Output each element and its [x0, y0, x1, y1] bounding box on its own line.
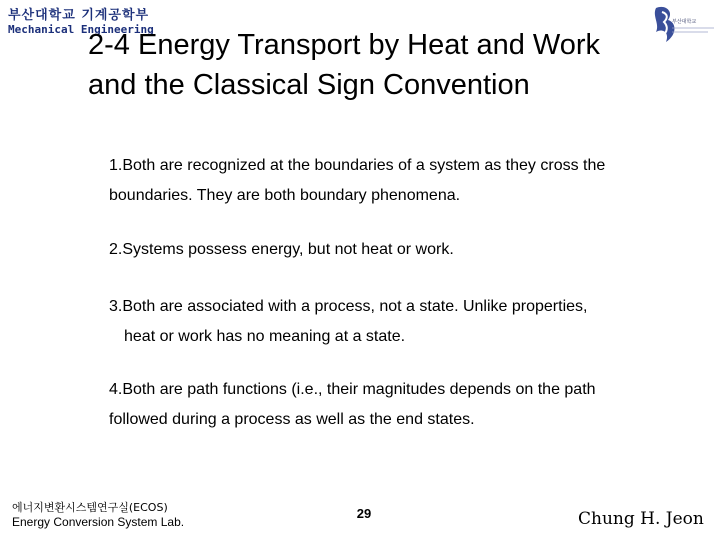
- department-logo-english: Mechanical Engineering: [8, 23, 154, 36]
- author-name: Chung H. Jeon: [578, 509, 704, 529]
- slide-title: [88, 25, 688, 105]
- page-number: 29: [356, 506, 372, 521]
- lab-name-korean: 에너지변환시스템연구실(ECOS): [12, 501, 168, 514]
- bullet-point-3-line-2: heat or work has no meaning at a state.: [124, 328, 406, 345]
- bullet-point-1-line-2: boundaries. They are both boundary phenomena.: [109, 187, 461, 204]
- lab-name: [12, 500, 184, 530]
- slide-title-line-1: 2-4 Energy Transport by Heat and Work: [88, 29, 601, 61]
- bullet-point-3-line-1: 3.Both are associated with a process, not a state. Unlike properties,: [109, 298, 588, 315]
- lab-name-english: Energy Conversion System Lab.: [12, 515, 185, 529]
- university-emblem-name: 부산대학교: [672, 19, 697, 25]
- bullet-point-2-line-1: 2.Systems possess energy, but not heat or work.: [109, 241, 454, 258]
- bullet-point-4-line-2: followed during a process as well as the end states.: [109, 411, 475, 428]
- bullet-point-1-line-1: 1.Both are recognized at the boundaries of a system as they cross the: [109, 157, 606, 174]
- bullet-point-3: [109, 292, 587, 352]
- bullet-point-4: [109, 375, 596, 435]
- bullet-point-2: [109, 235, 454, 265]
- bullet-point-1: [109, 151, 605, 211]
- bullet-point-4-line-1: 4.Both are path functions (i.e., their magnitudes depends on the path: [109, 381, 596, 398]
- slide-title-line-2: and the Classical Sign Convention: [88, 69, 530, 101]
- department-logo-korean: 부산대학교 기계공학부: [8, 8, 150, 23]
